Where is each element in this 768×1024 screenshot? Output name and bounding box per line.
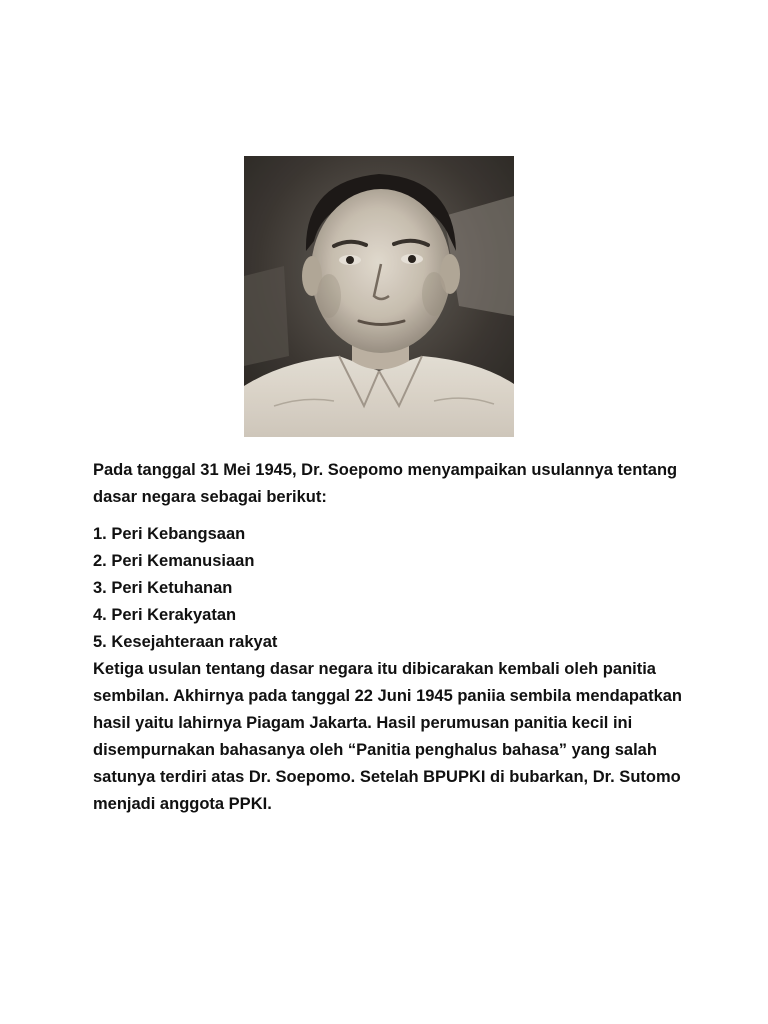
closing-paragraph: Ketiga usulan tentang dasar negara itu dibicarakan kembali oleh panitia sembilan. Akhirnya pada tanggal 22 Juni 1945 paniia sembila mendapatkan hasil yaitu lahirnya Piagam Jakarta. Hasil perumusan panitia kecil ini disempurnakan bahasanya oleh “Panitia penghalus bahasa” yang salah satunya terdiri atas Dr. Soepomo. Setelah BPUPKI di bubarkan, Dr. Sutomo menjadi anggota PPKI. [93,660,683,813]
list-item: 1. Peri Kebangsaan [93,525,246,543]
list-item: 2. Peri Kemanusiaan [93,552,255,570]
list-item: 3. Peri Ketuhanan [93,579,233,597]
portrait-photo [244,156,514,437]
list-item: 5. Kesejahteraan rakyat [93,633,278,651]
body-text [93,457,693,818]
points-list [93,521,693,656]
intro-paragraph: Pada tanggal 31 Mei 1945, Dr. Soepomo menyampaikan usulannya tentang dasar negara sebagai berikut: [93,461,678,506]
list-item: 4. Peri Kerakyatan [93,606,237,624]
